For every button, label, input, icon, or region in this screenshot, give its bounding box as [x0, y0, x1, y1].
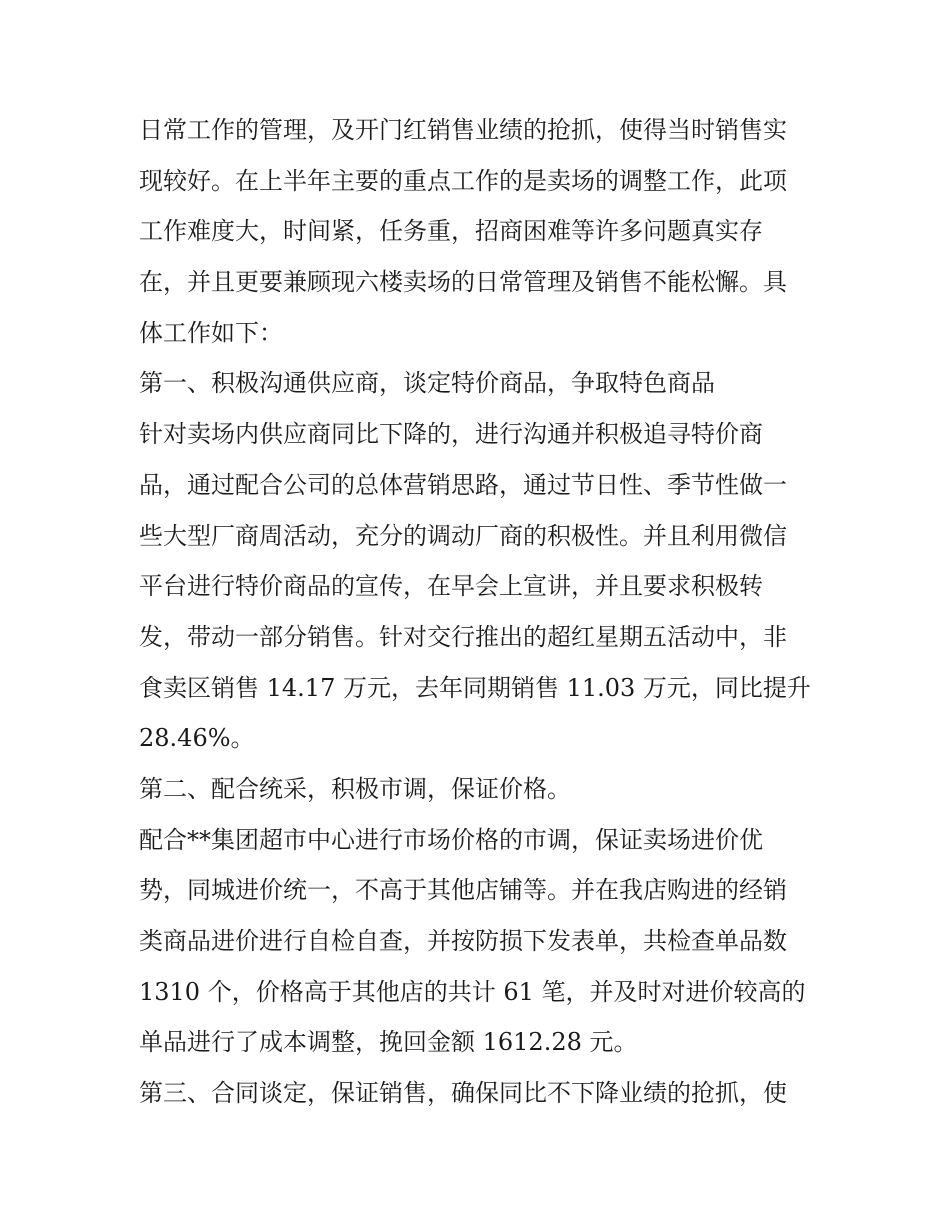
- text-line: 平台进行特价商品的宣传，在早会上宣讲，并且要求积极转: [139, 572, 763, 601]
- section-heading-3: 第三、合同谈定，保证销售，确保同比不下降业绩的抢抓，使: [139, 1079, 787, 1108]
- text-line: 食卖区销售 14.17 万元，去年同期销售 11.03 万元，同比提升: [139, 673, 811, 702]
- text-line: 发，带动一部分销售。针对交行推出的超红星期五活动中，非: [139, 622, 787, 651]
- text-line: 针对卖场内供应商同比下降的，进行沟通并积极追寻特价商: [139, 420, 763, 449]
- text-line: 类商品进价进行自检自查，并按防损下发表单，共检查单品数: [139, 927, 787, 955]
- text-line: 体工作如下：: [139, 318, 283, 347]
- section-heading-1: 第一、积极沟通供应商，谈定特价商品，争取特色商品: [139, 369, 715, 398]
- text-line: 日常工作的管理，及开门红销售业绩的抢抓，使得当时销售实: [139, 116, 787, 144]
- text-line: 配合**集团超市中心进行市场价格的市调，保证卖场进价优: [139, 825, 763, 854]
- text-line: 现较好。在上半年主要的重点工作的是卖场的调整工作，此项: [139, 166, 787, 195]
- text-line: 28.46%。: [139, 724, 255, 753]
- text-line: 在，并且更要兼顾现六楼卖场的日常管理及销售不能松懈。具: [139, 268, 787, 297]
- text-line: 单品进行了成本调整，挽回金额 1612.28 元。: [139, 1028, 638, 1057]
- text-line: 工作难度大，时间紧，任务重，招商困难等许多问题真实存: [139, 217, 763, 246]
- text-line: 些大型厂商周活动，充分的调动厂商的积极性。并且利用微信: [139, 521, 787, 550]
- section-heading-2: 第二、配合统采，积极市调，保证价格。: [139, 774, 571, 803]
- body-text: [139, 105, 819, 1119]
- text-line: 1310 个，价格高于其他店的共计 61 笔，并及时对进价较高的: [139, 977, 806, 1006]
- text-line: 品，通过配合公司的总体营销思路，通过节日性、季节性做一: [139, 470, 787, 499]
- text-line: 势，同城进价统一，不高于其他店铺等。并在我店购进的经销: [139, 876, 787, 905]
